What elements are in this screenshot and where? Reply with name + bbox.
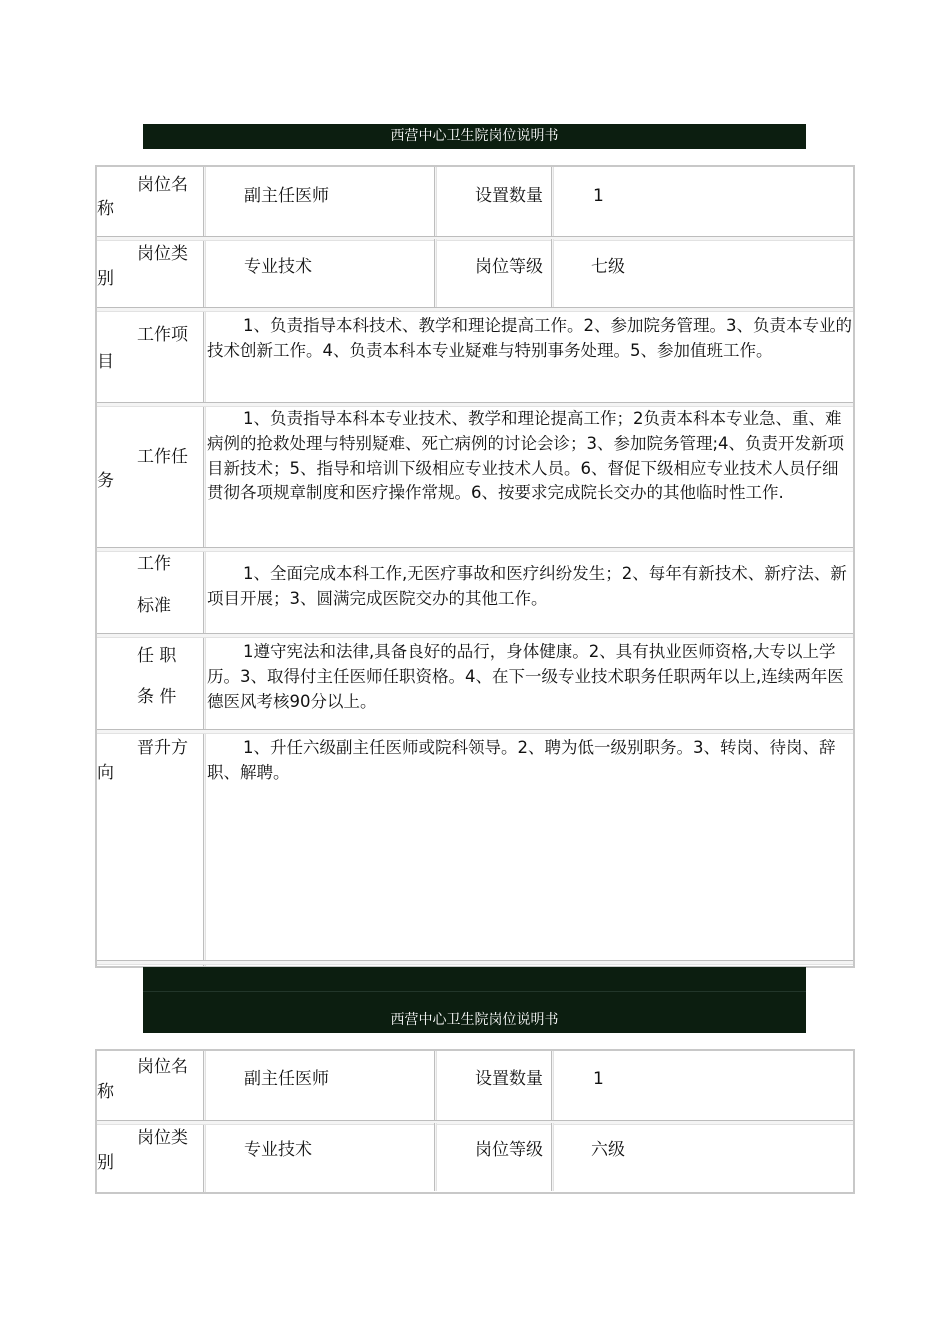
- label-requirements-b: 条 件: [137, 687, 177, 707]
- label-post-category-a: 岗位类: [137, 1128, 188, 1148]
- page-banner: [143, 124, 806, 149]
- column-divider: [551, 1123, 554, 1191]
- post-name-value: 副主任医师: [244, 1069, 329, 1089]
- column-divider: [434, 167, 437, 237]
- row-work-standard: [97, 550, 853, 635]
- label-promotion-b: 向: [97, 763, 114, 783]
- page-banner-2: [143, 967, 806, 1033]
- column-divider: [434, 1123, 437, 1191]
- grade-value: 六级: [591, 1140, 625, 1160]
- grade-label: 岗位等级: [475, 257, 543, 277]
- promotion-text: 1、升任六级副主任医师或院科领导。2、聘为低一级别职务。3、转岗、待岗、辞职、解聘。: [207, 738, 836, 782]
- post-category-value: 专业技术: [244, 1140, 312, 1160]
- label-work-tasks-a: 工作任: [137, 447, 188, 467]
- label-work-tasks-b: 务: [97, 471, 114, 491]
- column-divider: [434, 1051, 437, 1121]
- label-post-category-a: 岗位类: [137, 244, 188, 264]
- post-category-value: 专业技术: [244, 257, 312, 277]
- banner-title-2: 西营中心卫生院岗位说明书: [390, 1012, 559, 1028]
- label-work-items-a: 工作项: [137, 325, 188, 345]
- label-post-name-b: 称: [97, 1082, 114, 1102]
- label-requirements-a: 任 职: [137, 646, 177, 666]
- label-work-standard-a: 工作: [137, 554, 171, 574]
- row-post-name: [97, 167, 853, 237]
- row-post-name: [97, 1051, 853, 1121]
- job-description-table-2: [95, 1049, 855, 1194]
- work-tasks-text: 1、负责指导本科本专业技术、教学和理论提高工作；2负责本科本专业急、重、难病例的抢救处理与特别疑难、死亡病例的讨论会诊；3、参加院务管理;4、负责开发新项目新技术；5、指导和培训下级相应专业技术人员。6、督促下级相应专业技术人员仔细贯彻各项规章制度和医疗操作常规。6、按要求完成院长交办的其他临时性工作.: [207, 409, 845, 503]
- work-items-text: 1、负责指导本科技术、教学和理论提高工作。2、参加院务管理。3、负责本专业的技术创新工作。4、负责本科本专业疑难与特别事务处理。5、参加值班工作。: [207, 316, 852, 360]
- label-post-name-b: 称: [97, 199, 114, 219]
- column-divider: [434, 239, 437, 307]
- column-divider: [551, 239, 554, 307]
- column-divider: [551, 1051, 554, 1121]
- grade-value: 七级: [591, 257, 625, 277]
- row-work-tasks: [97, 405, 853, 547]
- banner-seam: [143, 991, 806, 992]
- count-value: 1: [593, 1069, 604, 1089]
- grade-label: 岗位等级: [475, 1140, 543, 1160]
- label-post-name-a: 岗位名: [137, 1057, 188, 1077]
- row-post-category: [97, 239, 853, 307]
- label-work-items-b: 目: [97, 352, 114, 372]
- row-promotion: [97, 732, 853, 966]
- label-work-standard-b: 标准: [137, 596, 171, 616]
- row-divider: [97, 960, 853, 965]
- banner-title: 西营中心卫生院岗位说明书: [390, 128, 559, 144]
- job-description-table: [95, 165, 855, 968]
- requirements-text: 1遵守宪法和法律,具备良好的品行，身体健康。2、具有执业医师资格,大专以上学历。3、取得付主任医师任职资格。4、在下一级专业技术职务任职两年以上,连续两年医德医风考核90分以上。: [207, 642, 844, 711]
- count-label: 设置数量: [475, 1069, 543, 1089]
- label-post-category-b: 别: [97, 269, 114, 289]
- row-post-category: [97, 1123, 853, 1191]
- count-label: 设置数量: [475, 186, 543, 206]
- post-name-value: 副主任医师: [244, 186, 329, 206]
- label-promotion-a: 晋升方: [137, 738, 188, 758]
- work-standard-text: 1、全面完成本科工作,无医疗事故和医疗纠纷发生；2、每年有新技术、新疗法、新项目开展；3、圆满完成医院交办的其他工作。: [207, 564, 847, 608]
- row-work-items: [97, 310, 853, 405]
- column-divider: [551, 167, 554, 237]
- label-post-name-a: 岗位名: [137, 175, 188, 195]
- count-value: 1: [593, 186, 604, 206]
- row-requirements: [97, 636, 853, 731]
- label-post-category-b: 别: [97, 1153, 114, 1173]
